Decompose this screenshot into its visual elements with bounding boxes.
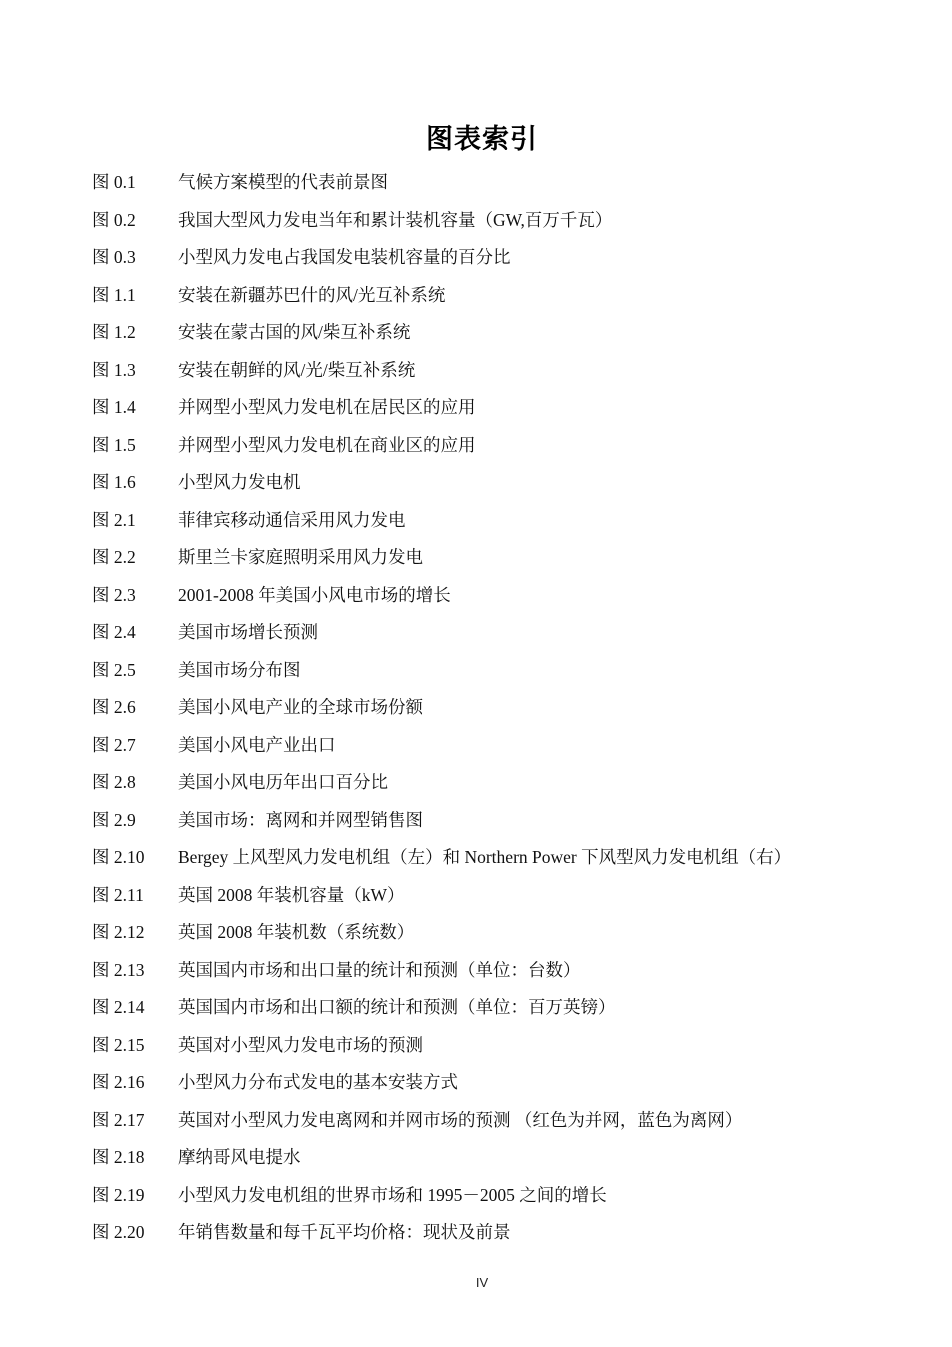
figure-caption: 并网型小型风力发电机在居民区的应用 xyxy=(178,397,476,418)
figure-index-entry xyxy=(92,1213,912,1251)
figure-index-entry xyxy=(92,163,912,201)
figure-caption: 小型风力发电占我国发电装机容量的百分比 xyxy=(178,247,511,268)
figure-number: 图 2.9 xyxy=(92,809,136,830)
figure-caption: 英国对小型风力发电市场的预测 xyxy=(178,1034,423,1055)
figure-number: 图 0.3 xyxy=(92,247,136,268)
figure-index-entry xyxy=(92,388,912,426)
figure-caption: 气候方案模型的代表前景图 xyxy=(178,172,388,193)
figure-number: 图 1.5 xyxy=(92,434,136,455)
figure-caption: 美国市场分布图 xyxy=(178,659,301,680)
figure-number: 图 1.3 xyxy=(92,359,136,380)
figure-index-entry xyxy=(92,1063,912,1101)
figure-caption: 英国 2008 年装机容量（kW） xyxy=(178,884,405,905)
figure-caption: 美国小风电历年出口百分比 xyxy=(178,772,388,793)
figure-caption: 2001-2008 年美国小风电市场的增长 xyxy=(178,584,451,605)
figure-caption: Bergey 上风型风力发电机组（左）和 Northern Power 下风型风力发电机组（右） xyxy=(178,847,792,868)
figure-number: 图 0.1 xyxy=(92,172,136,193)
figure-caption: 安装在蒙古国的风/柴互补系统 xyxy=(178,322,411,343)
figure-number: 图 2.10 xyxy=(92,847,145,868)
figure-index-entry xyxy=(92,726,912,764)
figure-index-entry xyxy=(92,463,912,501)
figure-number: 图 2.18 xyxy=(92,1147,145,1168)
figure-index-entry xyxy=(92,763,912,801)
figure-index-entry xyxy=(92,1138,912,1176)
figure-number: 图 2.19 xyxy=(92,1184,145,1205)
figure-index-entry xyxy=(92,613,912,651)
figure-caption: 安装在朝鲜的风/光/柴互补系统 xyxy=(178,359,416,380)
figure-index-entry xyxy=(92,276,912,314)
figure-index-entry xyxy=(92,988,912,1026)
figure-index-entry xyxy=(92,688,912,726)
figure-number: 图 2.12 xyxy=(92,922,145,943)
figure-caption: 斯里兰卡家庭照明采用风力发电 xyxy=(178,547,423,568)
figure-number: 图 1.6 xyxy=(92,472,136,493)
figure-caption: 安装在新疆苏巴什的风/光互补系统 xyxy=(178,284,446,305)
figure-number: 图 2.3 xyxy=(92,584,136,605)
figure-number: 图 2.16 xyxy=(92,1072,145,1093)
figure-index-list xyxy=(92,163,912,1251)
figure-index-entry xyxy=(92,951,912,989)
figure-index-entry xyxy=(92,501,912,539)
figure-caption: 美国市场增长预测 xyxy=(178,622,318,643)
figure-index-entry xyxy=(92,1176,912,1214)
figure-caption: 摩纳哥风电提水 xyxy=(178,1147,301,1168)
figure-number: 图 1.1 xyxy=(92,284,136,305)
figure-caption: 英国国内市场和出口额的统计和预测（单位：百万英镑） xyxy=(178,997,616,1018)
figure-number: 图 2.7 xyxy=(92,734,136,755)
figure-caption: 美国市场：离网和并网型销售图 xyxy=(178,809,423,830)
figure-number: 图 2.17 xyxy=(92,1109,145,1130)
figure-index-entry xyxy=(92,876,912,914)
figure-number: 图 2.13 xyxy=(92,959,145,980)
figure-index-entry xyxy=(92,201,912,239)
figure-number: 图 2.11 xyxy=(92,884,144,905)
figure-index-entry xyxy=(92,313,912,351)
figure-number: 图 2.20 xyxy=(92,1222,145,1243)
figure-caption: 英国 2008 年装机数（系统数） xyxy=(178,922,415,943)
figure-index-entry xyxy=(92,426,912,464)
figure-index-entry xyxy=(92,351,912,389)
figure-index-entry xyxy=(92,538,912,576)
figure-caption: 年销售数量和每千瓦平均价格：现状及前景 xyxy=(178,1222,511,1243)
figure-number: 图 1.4 xyxy=(92,397,136,418)
figure-caption: 小型风力发电机 xyxy=(178,472,301,493)
figure-index-entry xyxy=(92,1026,912,1064)
figure-number: 图 2.6 xyxy=(92,697,136,718)
figure-number: 图 2.4 xyxy=(92,622,136,643)
figure-caption: 菲律宾移动通信采用风力发电 xyxy=(178,509,406,530)
figure-index-entry xyxy=(92,651,912,689)
figure-caption: 我国大型风力发电当年和累计装机容量（GW,百万千瓦） xyxy=(178,209,613,230)
figure-number: 图 2.2 xyxy=(92,547,136,568)
figure-index-entry xyxy=(92,801,912,839)
figure-caption: 小型风力发电机组的世界市场和 1995－2005 之间的增长 xyxy=(178,1184,607,1205)
figure-index-entry xyxy=(92,238,912,276)
figure-number: 图 2.8 xyxy=(92,772,136,793)
figure-number: 图 1.2 xyxy=(92,322,136,343)
figure-caption: 英国对小型风力发电离网和并网市场的预测 （红色为并网，蓝色为离网） xyxy=(178,1109,743,1130)
figure-index-entry xyxy=(92,1101,912,1139)
figure-index-entry xyxy=(92,576,912,614)
figure-caption: 小型风力分布式发电的基本安装方式 xyxy=(178,1072,458,1093)
figure-caption: 美国小风电产业的全球市场份额 xyxy=(178,697,423,718)
figure-caption: 并网型小型风力发电机在商业区的应用 xyxy=(178,434,476,455)
page-number: IV xyxy=(475,1275,489,1290)
figure-index-entry xyxy=(92,913,912,951)
figure-caption: 英国国内市场和出口量的统计和预测（单位：台数） xyxy=(178,959,581,980)
figure-caption: 美国小风电产业出口 xyxy=(178,734,336,755)
figure-number: 图 0.2 xyxy=(92,209,136,230)
figure-number: 图 2.5 xyxy=(92,659,136,680)
figure-number: 图 2.15 xyxy=(92,1034,145,1055)
figure-number: 图 2.1 xyxy=(92,509,136,530)
figure-index-entry xyxy=(92,838,912,876)
page-title: 图表索引 xyxy=(426,124,538,155)
figure-number: 图 2.14 xyxy=(92,997,145,1018)
